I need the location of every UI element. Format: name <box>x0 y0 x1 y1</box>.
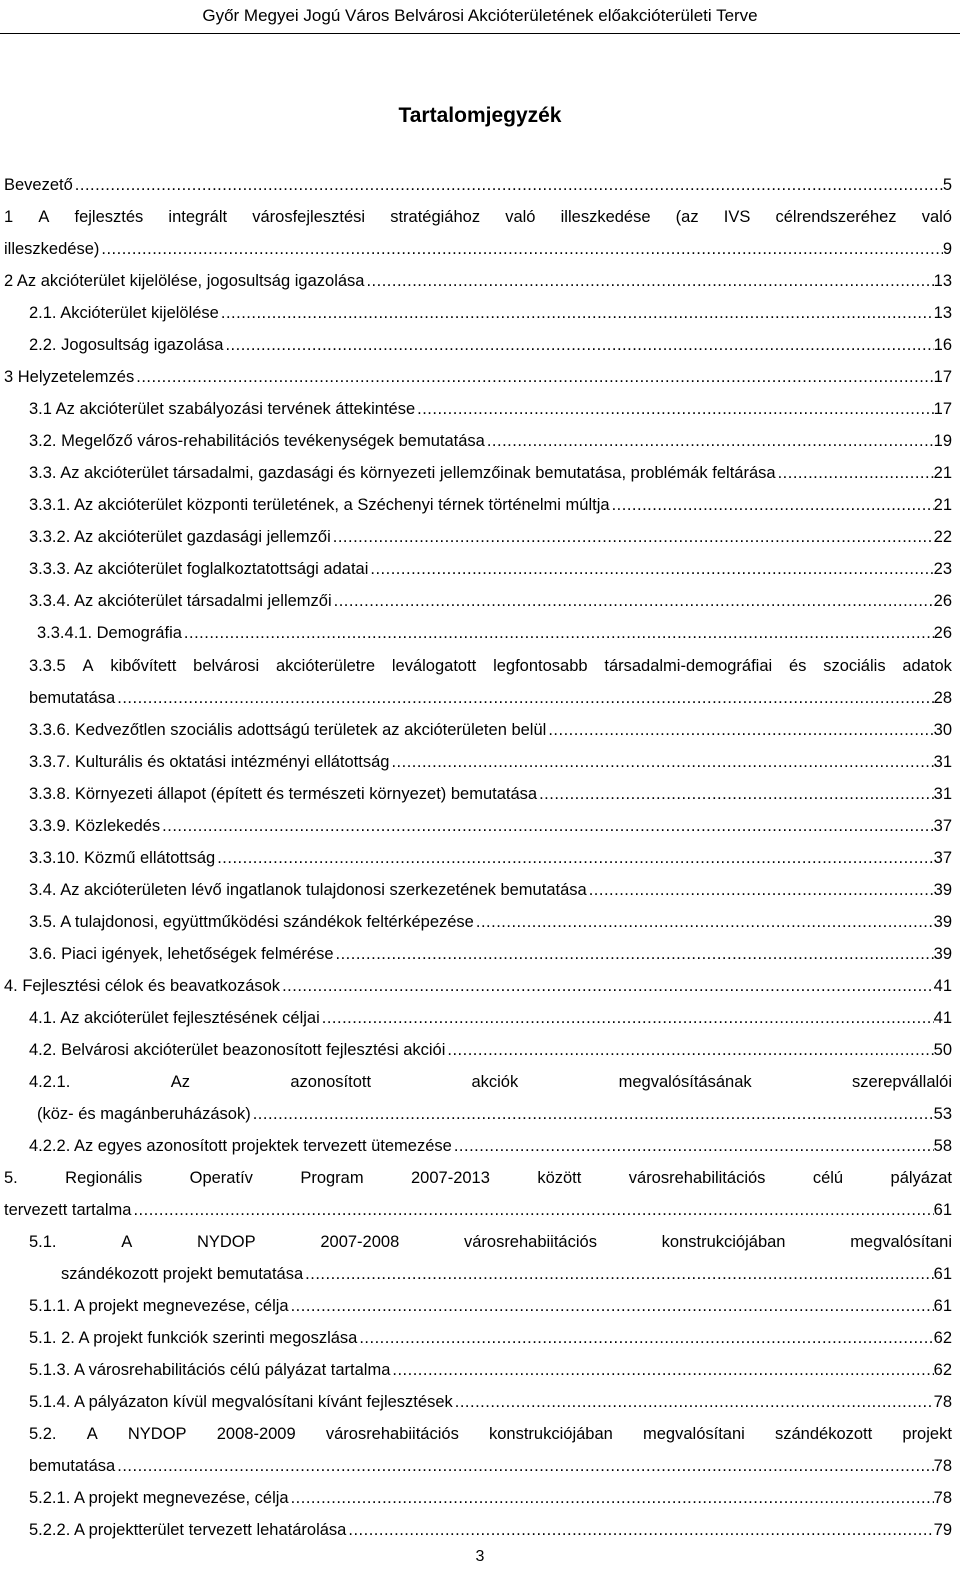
header-title: Győr Megyei Jogú Város Belvárosi Akcióterületének előakcióterületi Terve <box>202 6 758 25</box>
dot-leader <box>215 845 933 871</box>
dot-leader <box>346 1517 933 1543</box>
toc-word: városfejlesztési <box>252 208 366 226</box>
toc-page-number: 37 <box>933 817 952 835</box>
toc-entry-text <box>29 1421 952 1447</box>
dot-leader <box>331 524 934 550</box>
dot-leader <box>223 332 933 358</box>
toc-word: városrehabilitációs <box>628 1169 766 1187</box>
toc-page-number: 78 <box>933 1489 952 1507</box>
toc-entry-line <box>37 1101 952 1127</box>
toc-entry-line <box>29 1389 952 1415</box>
toc-word: kibővített <box>110 657 177 675</box>
dot-leader <box>390 1357 933 1383</box>
toc-entry-line <box>29 813 952 839</box>
toc-word: akcióterületre <box>276 657 376 675</box>
toc-entry-title: 3.3.4. Az akcióterület társadalmi jellemzői <box>29 592 332 610</box>
toc-entry-title: 4.2.2. Az egyes azonosított projektek tervezett ütemezése <box>29 1137 452 1155</box>
toc-word: leválogatott <box>391 657 477 675</box>
toc-word: fejlesztés <box>74 208 144 226</box>
toc-page-number: 31 <box>933 753 952 771</box>
toc-page-number: 39 <box>933 913 952 931</box>
toc-entry-title: 4.2. Belvárosi akcióterület beazonosított fejlesztési akciói <box>29 1041 446 1059</box>
toc-entry-title: 2 Az akcióterület kijelölése, jogosultság igazolása <box>4 272 365 290</box>
toc-entry-line <box>29 1325 952 1351</box>
page-title: Tartalomjegyzék <box>398 104 562 127</box>
toc-page-number: 31 <box>933 785 952 803</box>
toc-entry-line <box>29 588 952 614</box>
toc-page-number: 22 <box>933 528 952 546</box>
dot-leader <box>115 1453 933 1479</box>
toc-page-number: 41 <box>933 977 952 995</box>
toc-entry-title: 3.6. Piaci igények, lehetőségek felmérése <box>29 945 334 963</box>
toc-word: Operatív <box>189 1169 253 1187</box>
toc-word: 3.3.5 <box>29 657 66 675</box>
toc-entry-title: Bevezető <box>4 176 73 194</box>
toc-entry-title: 3.3.4.1. Demográfia <box>37 624 182 642</box>
dot-leader <box>251 1101 934 1127</box>
toc-word: megvalósítani <box>850 1233 952 1251</box>
toc-page-number: 41 <box>933 1009 952 1027</box>
toc-entry-title: 3.3.2. Az akcióterület gazdasági jellemzői <box>29 528 331 546</box>
toc-entry-line <box>4 364 952 390</box>
toc-entry-title: 4.1. Az akcióterület fejlesztésének céljai <box>29 1009 320 1027</box>
toc-entry-title: 4. Fejlesztési célok és beavatkozások <box>4 977 281 995</box>
toc-page-number: 79 <box>933 1521 952 1539</box>
toc-entry-title: 3.3.7. Kulturális és oktatási intézményi ellátottság <box>29 753 390 771</box>
toc-word: 2007-2008 <box>320 1233 400 1251</box>
toc-entry-title: 3.3.6. Kedvezőtlen szociális adottságú területek az akcióterületen belül <box>29 721 547 739</box>
toc-entry-text <box>29 653 952 679</box>
toc-page-number: 61 <box>933 1297 952 1315</box>
toc-word: NYDOP <box>196 1233 256 1251</box>
toc-word: A <box>121 1233 133 1251</box>
toc-word: 2007-2013 <box>411 1169 490 1187</box>
toc-entry-line <box>29 556 952 582</box>
toc-entry-line <box>4 973 952 999</box>
toc-entry-title: tervezett tartalma <box>4 1201 132 1219</box>
toc-page-number: 17 <box>933 400 952 418</box>
toc-entry-title: 2.2. Jogosultság igazolása <box>29 336 224 354</box>
toc-page-number: 19 <box>933 432 952 450</box>
dot-leader <box>587 877 934 903</box>
toc-entry-line <box>4 1197 952 1223</box>
toc-word: (az <box>675 208 699 226</box>
toc-word: legfontosabb <box>493 657 588 675</box>
toc-entry-line <box>61 1261 952 1287</box>
toc-page-number: 28 <box>933 689 952 707</box>
dot-leader <box>776 460 934 486</box>
dot-leader <box>280 973 934 999</box>
toc-entry-title: 3.3.9. Közlekedés <box>29 817 161 835</box>
toc-page-number: 17 <box>933 368 952 386</box>
toc-word: városrehabiitációs <box>463 1233 597 1251</box>
toc-page-number: 5 <box>942 176 952 194</box>
toc-word: Regionális <box>65 1169 143 1187</box>
toc-entry-line <box>4 236 952 262</box>
toc-page-number: 13 <box>933 272 952 290</box>
toc-word: A <box>86 1425 98 1443</box>
toc-entry-line <box>29 877 952 903</box>
toc-word: között <box>537 1169 582 1187</box>
dot-leader <box>364 268 933 294</box>
toc-word: szándékozott <box>774 1425 873 1443</box>
toc-word: szerepvállalói <box>852 1073 952 1091</box>
toc-entry-title: 5.2.1. A projekt megnevezése, célja <box>29 1489 289 1507</box>
toc-entry-title: 3.3.8. Környezeti állapot (épített és természeti környezet) bemutatása <box>29 785 538 803</box>
toc-entry-line <box>29 1133 952 1159</box>
toc-word: társadalmi-demográfiai <box>604 657 773 675</box>
toc-word: 5. <box>4 1169 18 1187</box>
dot-leader <box>289 1485 934 1511</box>
dot-leader <box>610 492 934 518</box>
toc-entry-line <box>29 1517 952 1543</box>
toc-page-number: 13 <box>933 304 952 322</box>
dot-leader <box>99 236 942 262</box>
toc-entry-title: 5.2.2. A projektterület tervezett lehatárolása <box>29 1521 347 1539</box>
page-number: 3 <box>475 1548 485 1565</box>
toc-page-number: 61 <box>933 1265 952 1283</box>
toc-word: való <box>505 208 536 226</box>
toc-word: akciók <box>471 1073 519 1091</box>
toc-word: belvárosi <box>193 657 260 675</box>
dot-leader <box>182 620 934 646</box>
toc-word: való <box>921 208 952 226</box>
dot-leader <box>368 556 933 582</box>
toc-page-number: 21 <box>933 464 952 482</box>
toc-entry-line <box>29 717 952 743</box>
dot-leader <box>546 717 933 743</box>
running-header <box>0 0 960 34</box>
toc-word: 1 <box>4 208 14 226</box>
toc-page-number: 30 <box>933 721 952 739</box>
toc-entry-title: (köz- és magánberuházások) <box>37 1105 251 1123</box>
toc-entry-line <box>29 1293 952 1319</box>
dot-leader <box>134 364 933 390</box>
toc-word: megvalósítani <box>643 1425 745 1443</box>
toc-entry-title: 3.3.3. Az akcióterület foglalkoztatottsági adatai <box>29 560 369 578</box>
toc-word: IVS <box>723 208 751 226</box>
dot-leader <box>160 813 933 839</box>
dot-leader <box>453 1389 934 1415</box>
toc-word: konstrukciójában <box>661 1233 786 1251</box>
toc-word: A <box>38 208 50 226</box>
dot-leader <box>415 396 934 422</box>
toc-entry-title: 5.1.4. A pályázaton kívül megvalósítani kívánt fejlesztések <box>29 1393 453 1411</box>
toc-entry-line <box>29 1485 952 1511</box>
toc-entry-title: 3.3.10. Közmű ellátottság <box>29 849 216 867</box>
toc-entry-title: bemutatása <box>29 689 116 707</box>
toc-entry-line <box>29 1357 952 1383</box>
toc-word: 5.2. <box>29 1425 57 1443</box>
toc-page-number: 53 <box>933 1105 952 1123</box>
dot-leader <box>320 1005 934 1031</box>
toc-entry-line <box>29 428 952 454</box>
toc-entry-line <box>29 1037 952 1063</box>
toc-entry-line <box>29 492 952 518</box>
toc-word: 4.2.1. <box>29 1073 71 1091</box>
toc-page-number: 23 <box>933 560 952 578</box>
toc-page-number: 50 <box>933 1041 952 1059</box>
toc-word: konstrukciójában <box>489 1425 613 1443</box>
toc-page-number: 62 <box>933 1329 952 1347</box>
toc-entry-line <box>29 460 952 486</box>
toc-entry-line <box>29 332 952 358</box>
toc-entry-title: 3.5. A tulajdonosi, együttműködési szándékok feltérképezése <box>29 913 474 931</box>
toc-entry-title: 5.1. 2. A projekt funkciók szerinti megoszlása <box>29 1329 358 1347</box>
toc-entry-line <box>4 172 952 198</box>
toc-entry-line <box>29 781 952 807</box>
toc-word: megvalósításának <box>618 1073 752 1091</box>
dot-leader <box>131 1197 933 1223</box>
toc-page-number: 61 <box>933 1201 952 1219</box>
toc-page-number: 58 <box>933 1137 952 1155</box>
toc-page-number: 39 <box>933 945 952 963</box>
dot-leader <box>332 588 934 614</box>
toc-word: pályázat <box>890 1169 952 1187</box>
toc-entry-text <box>29 1229 952 1255</box>
dot-leader <box>73 172 943 198</box>
toc-word: 2008-2009 <box>216 1425 296 1443</box>
toc-entry-title: 5.1.3. A városrehabilitációs célú pályázat tartalma <box>29 1361 391 1379</box>
toc-page-number: 39 <box>933 881 952 899</box>
toc-entry-title: bemutatása <box>29 1457 116 1475</box>
toc-word: adatok <box>902 657 952 675</box>
dot-leader <box>474 909 934 935</box>
toc-entry-line <box>37 620 952 646</box>
toc-entry-line <box>29 941 952 967</box>
toc-entry-line <box>29 749 952 775</box>
toc-word: Program <box>300 1169 364 1187</box>
dot-leader <box>485 428 934 454</box>
toc-entry-line <box>29 845 952 871</box>
toc-word: integrált <box>168 208 228 226</box>
toc-word: NYDOP <box>127 1425 187 1443</box>
toc-entry-title: 3.3.1. Az akcióterület központi területének, a Széchenyi térnek történelmi múltja <box>29 496 610 514</box>
toc-entry-title: 3.3. Az akcióterület társadalmi, gazdasági és környezeti jellemzőinak bemutatása, problémák feltárása <box>29 464 776 482</box>
toc-entry-title: 3.4. Az akcióterületen lévő ingatlanok tulajdonosi szerkezetének bemutatása <box>29 881 587 899</box>
dot-leader <box>219 300 934 326</box>
toc-word: Az <box>170 1073 190 1091</box>
toc-entry-line <box>29 909 952 935</box>
toc-page-number: 78 <box>933 1457 952 1475</box>
toc-word: szociális <box>823 657 886 675</box>
toc-word: városrehabiitációs <box>325 1425 459 1443</box>
toc-entry-title: szándékozott projekt bemutatása <box>61 1265 304 1283</box>
toc-entry-line <box>29 685 952 711</box>
toc-page-number: 26 <box>933 624 952 642</box>
dot-leader <box>334 941 934 967</box>
toc-entry-title: 3.2. Megelőző város-rehabilitációs tevékenységek bemutatása <box>29 432 485 450</box>
toc-word: célrendszeréhez <box>775 208 897 226</box>
dot-leader <box>537 781 934 807</box>
toc-entry-title: 5.1.1. A projekt megnevezése, célja <box>29 1297 289 1315</box>
dot-leader <box>452 1133 934 1159</box>
toc-word: azonosított <box>290 1073 372 1091</box>
toc-page-number: 37 <box>933 849 952 867</box>
toc-entry-line <box>29 1453 952 1479</box>
toc-entry-line <box>29 524 952 550</box>
toc-entry-text <box>4 1165 952 1191</box>
toc-word: projekt <box>902 1425 952 1443</box>
dot-leader <box>357 1325 933 1351</box>
toc-entry-title: illeszkedése) <box>4 240 100 258</box>
dot-leader <box>115 685 933 711</box>
toc-word: célú <box>812 1169 844 1187</box>
toc-page-number: 26 <box>933 592 952 610</box>
dot-leader <box>289 1293 934 1319</box>
toc-entry-title: 3 Helyzetelemzés <box>4 368 135 386</box>
dot-leader <box>389 749 933 775</box>
toc-word: és <box>788 657 807 675</box>
toc-entry-line <box>4 268 952 294</box>
toc-entry-line <box>29 1005 952 1031</box>
toc-page-number: 78 <box>933 1393 952 1411</box>
toc-entry-line <box>29 300 952 326</box>
toc-entry-text <box>29 1069 952 1095</box>
toc-word: illeszkedése <box>560 208 651 226</box>
toc-entry-text <box>4 204 952 230</box>
toc-page-number: 16 <box>933 336 952 354</box>
toc-page-number: 21 <box>933 496 952 514</box>
toc-word: A <box>82 657 94 675</box>
toc-entry-line <box>29 396 952 422</box>
toc-entry-title: 3.1 Az akcióterület szabályozási tervének áttekintése <box>29 400 416 418</box>
dot-leader <box>303 1261 933 1287</box>
toc-page-number: 62 <box>933 1361 952 1379</box>
toc-word: 5.1. <box>29 1233 57 1251</box>
dot-leader <box>445 1037 933 1063</box>
toc-word: stratégiához <box>390 208 481 226</box>
toc-entry-title: 2.1. Akcióterület kijelölése <box>29 304 219 322</box>
toc-page-number: 9 <box>942 240 952 258</box>
